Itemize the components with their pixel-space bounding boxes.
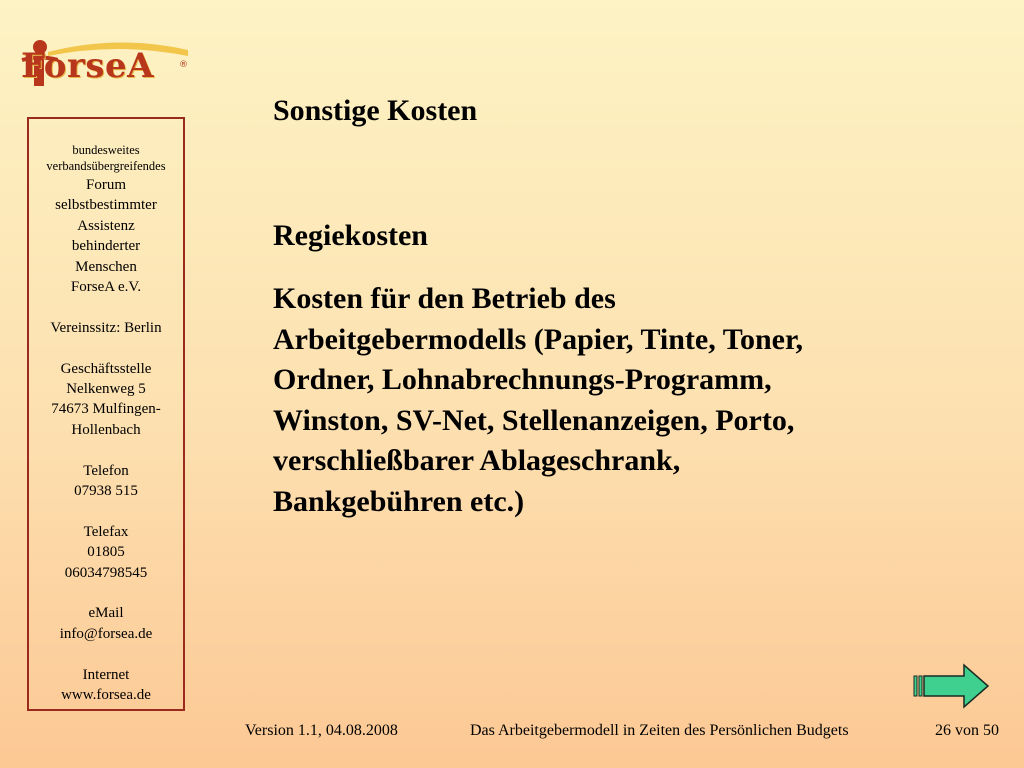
org-line: Assistenz [77,217,135,234]
org-line: selbstbestimmter [55,197,157,214]
slide-title: Sonstige Kosten [273,94,478,127]
phone-number: 07938 515 [74,483,138,500]
web-address: www.forsea.de [61,687,151,704]
org-line: Forum [85,177,126,193]
body-line: Arbeitgebermodells (Papier, Tinte, Toner, [273,322,804,356]
arrow-right-icon[interactable] [912,662,992,710]
office-line: Geschäftsstelle [60,360,152,377]
fax-number: 06034798545 [64,564,148,581]
fax-label: Telefax [83,523,129,540]
fax-number: 01805 [87,544,125,561]
phone-label: Telefon [83,462,129,479]
org-line: verbandsübergreifendes [46,159,166,173]
org-line: ForseA e.V. [70,279,142,296]
slide-body [273,279,913,523]
org-line: behinderter [71,238,141,255]
seat-line: Vereinssitz: Berlin [50,319,162,336]
org-line: bundesweites [72,143,140,157]
body-line: Bankgebühren etc.) [273,484,525,518]
body-line: Winston, SV-Net, Stellenanzeigen, Porto, [273,403,795,437]
slide-subtitle: Regiekosten [273,219,428,252]
footer-version: Version 1.1, 04.08.2008 [245,722,398,739]
office-line: 74673 Mulfingen- [51,401,161,418]
body-line: Kosten für den Betrieb des [273,282,616,315]
logo-brand-text: ForseA [21,46,155,86]
office-line: Nelkenweg 5 [66,381,146,398]
web-label: Internet [82,666,130,683]
office-line: Hollenbach [71,421,141,438]
body-line: Ordner, Lohnabrechnungs-Programm, [273,363,772,397]
registered-mark: ® [179,60,188,70]
footer-title: Das Arbeitgebermodell in Zeiten des Persönlichen Budgets [470,722,849,739]
forsea-logo [18,38,188,94]
org-line: Menschen [75,258,137,275]
footer-page-number: 26 von 50 [935,722,999,739]
email-label: eMail [88,605,124,622]
body-line: verschließbarer Ablageschrank, [273,444,681,478]
contact-sidebar [27,117,185,711]
email-address: info@forsea.de [59,625,153,642]
